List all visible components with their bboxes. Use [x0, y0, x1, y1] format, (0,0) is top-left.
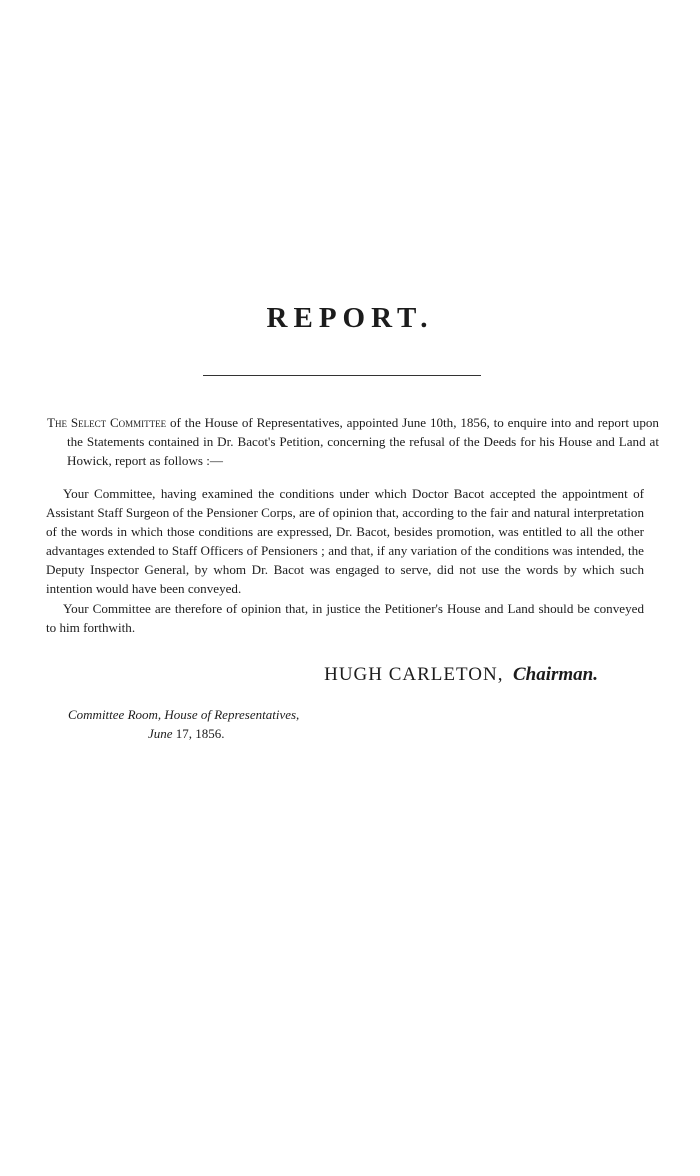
dateline-place: Committee Room, House of Representatives, [68, 707, 300, 722]
intro-body-text: of the House of Representatives, appointed June 10th, 1856, to enquire into and report upon the Statements contained in Dr. Bacot's Petition, concerning the refusal of the Deeds for his House and Land at Howick, report as follows :— [67, 415, 659, 468]
chairman-name: HUGH CARLETON, [324, 664, 504, 685]
conclusion-paragraph: Your Committee are therefore of opinion that, in justice the Petitioner's House and Land should be conveyed to him forthwith. [46, 601, 644, 635]
signature-line [324, 664, 598, 686]
intro-lead-words: The Select Committee [47, 415, 167, 430]
dateline-day-year: 17, 1856. [172, 726, 225, 741]
intro-paragraph [47, 413, 659, 470]
chairman-title: Chairman. [512, 664, 598, 685]
report-title: REPORT. [266, 302, 434, 334]
title-divider [203, 375, 481, 376]
dateline-date [148, 724, 225, 743]
dateline-month: June [148, 726, 173, 741]
findings-paragraph: Your Committee, having examined the conditions under which Doctor Bacot accepted the appointment of Assistant Staff Surgeon of the Pensioner Corps, are of opinion that, according to the fair and natural interpretation of the words in which those conditions are expressed, Dr. Bacot, besides promotion, was entitled to all the other advantages extended to Staff Officers of Pensioners ; and that, if any variation of the conditions was intended, the Deputy Inspector General, by whom Dr. Bacot was engaged to serve, did not use the words by which such intention would have been conveyed. [46, 486, 644, 596]
